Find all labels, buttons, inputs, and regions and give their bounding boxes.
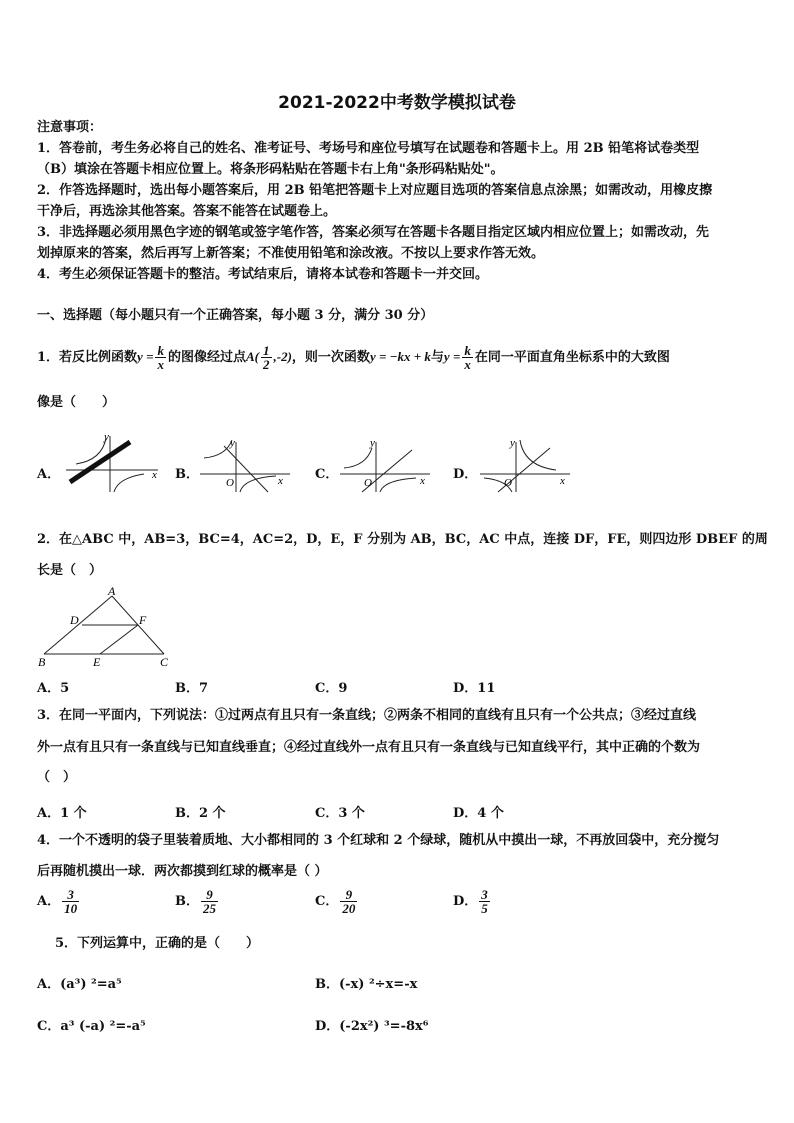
y-axis-label: y [104, 431, 109, 443]
q1-option-d-graph[interactable] [476, 436, 576, 494]
question-3-stem-cont: 外一点有且只有一条直线与已知直线垂直；④经过直线外一点有且只有一条直线与已知直线平行，其中正确的个数为 [37, 740, 701, 755]
svg-text:x: x [560, 475, 565, 487]
q3-option-b[interactable]: B．2 个 [175, 806, 226, 821]
q4-fraction: $\frac{9}{20}$ [342, 887, 356, 916]
notice-line: 划掉原来的答案，然后再写上新答案；不准使用铅笔和涂改液。不按以上要求作答无效。 [37, 246, 545, 261]
q5-option-c[interactable]: C．a³ (-a) ²=-a⁵ [37, 1019, 146, 1034]
svg-text:y: y [370, 437, 375, 449]
q4-option-c[interactable]: C． $\frac{9}{20}$ [315, 887, 356, 916]
svg-text:y: y [230, 437, 235, 449]
question-4-stem: 4．一个不透明的袋子里装着质地、大小都相同的 3 个红球和 2 个绿球，随机从中摸出一球，不再放回袋中，充分搅匀 [37, 833, 720, 848]
vertex-a-label: A [108, 584, 116, 598]
svg-text:O: O [364, 477, 372, 489]
question-4-stem-cont: 后再随机摸出一球．两次都摸到红球的概率是（ ） [37, 864, 328, 879]
q2-option-a[interactable]: A．5 [37, 681, 70, 696]
point-e-label: E [93, 655, 101, 669]
q2-triangle-figure [36, 584, 176, 670]
origin-label: O [226, 477, 234, 489]
q5-option-b[interactable]: B．(-x) ²÷x=-x [315, 977, 418, 992]
q5-option-a[interactable]: A．(a³) ²=a⁵ [37, 977, 122, 992]
q1-text: ，则一次函数 [291, 350, 370, 365]
question-2-stem: 2．在△ABC 中，AB=3，BC=4，AC=2，D，E，F 分别为 AB，BC，AC 中点，连接 DF，FE，则四边形 DBEF 的周 [37, 532, 768, 547]
notice-heading: 注意事项： [37, 120, 103, 135]
notice-line: 干净后，再选涂其他答案。答案不能答在试题卷上。 [37, 204, 337, 219]
q1-text: 1．若反比例函数 [37, 350, 138, 365]
q4-fraction: $\frac{9}{25}$ [203, 887, 216, 916]
q1-point-a: A( [246, 349, 259, 364]
q1-fraction-k-over-x: $\frac{k}{x}$ [464, 343, 471, 372]
notice-line: 1．答卷前，考生务必将自己的姓名、准考证号、考场号和座位号填写在试题卷和答题卡上。用 2B 铅笔将试卷类型 [37, 141, 700, 156]
q3-option-c[interactable]: C．3 个 [315, 806, 365, 821]
notice-line: 3．非选择题必须用黑色字迹的钢笔或签字笔作答，答案必须写在答题卡各题目指定区域内相应位置上；如需改动，先 [37, 225, 710, 240]
q3-option-d[interactable]: D．4 个 [453, 806, 504, 821]
q1-y1: y = [137, 349, 154, 364]
q1-option-c-graph[interactable] [336, 436, 436, 494]
point-d-label: D [70, 613, 79, 627]
notice-line: （B）填涂在答题卡相应位置上。将条形码粘贴在答题卡右上角"条形码粘贴处"。 [37, 162, 504, 177]
question-5-stem: 5．下列运算中，正确的是（ ） [55, 936, 260, 951]
q1-option-b-label[interactable]: B． [175, 467, 199, 482]
question-3-stem-cont: （ ） [37, 770, 77, 785]
x-axis-label: x [152, 469, 157, 481]
question-1-stem-cont: 像是（ ） [37, 395, 116, 410]
q2-option-d[interactable]: D．11 [453, 681, 496, 696]
q1-text: 的图像经过点 [167, 350, 246, 365]
q1-option-b-graph[interactable] [196, 436, 296, 494]
question-3-stem: 3．在同一平面内，下列说法：①过两点有且只有一条直线；②两条不相同的直线有且只有一个公共点；③经过直线 [37, 708, 697, 723]
page-title: 2021-2022中考数学模拟试卷 [278, 93, 516, 113]
q4-option-a[interactable]: A． $\frac{3}{10}$ [37, 887, 78, 916]
q2-option-b[interactable]: B．7 [175, 681, 209, 696]
question-2-stem-cont: 长是（ ） [37, 563, 103, 578]
q4-option-d[interactable]: D． $\frac{3}{5}$ [453, 887, 488, 916]
section-heading: 一、选择题（每小题只有一个正确答案，每小题 3 分，满分 30 分） [37, 308, 434, 323]
notice-line: 2．作答选择题时，选出每小题答案后，用 2B 铅笔把答题卡上对应题目选项的答案信息点涂黑；如需改动，用橡皮擦 [37, 183, 713, 198]
question-1-stem: 1．若反比例函数y = $\frac{k}{x}$ 的图像经过点A( $\frac{1}{2}$ ,-2)，则一次函数y = −kx + k与y = $\frac{k}{x}$ 在同一平面直角坐标系中的大致图 [37, 343, 670, 372]
vertex-c-label: C [160, 655, 169, 669]
q1-fraction-k-over-x: $\frac{k}{x}$ [157, 343, 164, 372]
vertex-b-label: B [38, 655, 46, 669]
svg-text:y: y [510, 437, 515, 449]
q4-fraction: $\frac{3}{5}$ [481, 887, 488, 916]
q2-option-c[interactable]: C．9 [315, 681, 348, 696]
q1-option-a-graph[interactable] [62, 430, 162, 495]
q1-option-c-label[interactable]: C． [315, 467, 339, 482]
q5-option-d[interactable]: D．(-2x²) ³=-8x⁶ [315, 1019, 429, 1034]
q4-option-b[interactable]: B． $\frac{9}{25}$ [175, 887, 216, 916]
q3-option-a[interactable]: A．1 个 [37, 806, 87, 821]
q1-fraction-half: $\frac{1}{2}$ [263, 343, 270, 372]
svg-text:O: O [504, 477, 512, 489]
q1-linear-fn: y = −kx + k [369, 349, 431, 364]
notice-line: 4．考生必须保证答题卡的整洁。考试结束后，请将本试卷和答题卡一并交回。 [37, 267, 489, 282]
q1-option-a-label[interactable]: A． [37, 467, 61, 482]
svg-text:x: x [278, 475, 283, 487]
q1-option-d-label[interactable]: D． [453, 467, 478, 482]
point-f-label: F [139, 613, 147, 627]
svg-text:x: x [420, 475, 425, 487]
q4-fraction: $\frac{3}{10}$ [64, 887, 78, 916]
